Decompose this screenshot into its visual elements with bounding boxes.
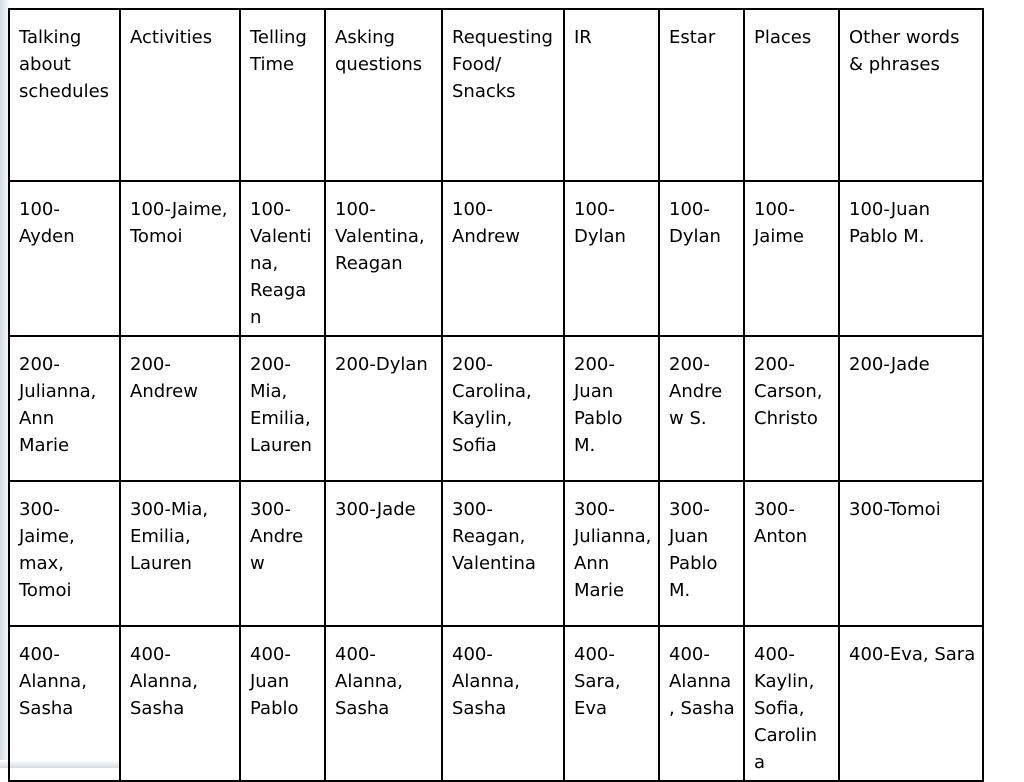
header-cell: Estar <box>659 9 744 181</box>
table-cell: 300-Tomoi <box>839 481 983 626</box>
table-cell: 400- Juan Pablo <box>240 626 325 781</box>
table-cell: 200-Jade <box>839 336 983 481</box>
header-cell: Telling Time <box>240 9 325 181</box>
header-cell: Talking about schedules <box>9 9 120 181</box>
table-row <box>9 336 983 481</box>
table-cell: 100- Ayden <box>9 181 120 336</box>
table-cell: 300- Andre w <box>240 481 325 626</box>
table-cell: 100-Jaime, Tomoi <box>120 181 240 336</box>
table-cell: 100- Valenti na, Reaga n <box>240 181 325 336</box>
table-cell: 200- Carolina, Kaylin, Sofia <box>442 336 564 481</box>
header-cell: Requesting Food/ Snacks <box>442 9 564 181</box>
table-cell: 100- Dylan <box>564 181 659 336</box>
table-cell: 200- Andre w S. <box>659 336 744 481</box>
table-cell: 300- Anton <box>744 481 839 626</box>
table-cell: 300- Juan Pablo M. <box>659 481 744 626</box>
table-cell: 200- Juan Pablo M. <box>564 336 659 481</box>
table-row <box>9 481 983 626</box>
table-row <box>9 626 983 781</box>
table-cell: 400- Alanna, Sasha <box>9 626 120 781</box>
table-cell: 100- Valentina, Reagan <box>325 181 442 336</box>
header-cell: Asking questions <box>325 9 442 181</box>
header-cell: IR <box>564 9 659 181</box>
table-cell: 100-Juan Pablo M. <box>839 181 983 336</box>
table-cell: 200- Mia, Emilia, Lauren <box>240 336 325 481</box>
header-cell: Places <box>744 9 839 181</box>
table-cell: 100- Dylan <box>659 181 744 336</box>
table-cell: 400-Eva, Sara <box>839 626 983 781</box>
table-cell: 400- Alanna, Sasha <box>120 626 240 781</box>
header-row <box>9 9 983 181</box>
table-cell: 400- Alanna, Sasha <box>325 626 442 781</box>
table-cell: 400- Alanna , Sasha <box>659 626 744 781</box>
header-cell: Activities <box>120 9 240 181</box>
table-cell: 200- Carson, Christo <box>744 336 839 481</box>
table-cell: 100- Andrew <box>442 181 564 336</box>
table-cell: 300-Mia, Emilia, Lauren <box>120 481 240 626</box>
table-cell: 400- Sara, Eva <box>564 626 659 781</box>
table-cell: 300- Reagan, Valentina <box>442 481 564 626</box>
table-cell: 200- Andrew <box>120 336 240 481</box>
table-cell: 400- Kaylin, Sofia, Carolin a <box>744 626 839 781</box>
table-cell: 400- Alanna, Sasha <box>442 626 564 781</box>
table-row <box>9 181 983 336</box>
table-cell: 300-Jade <box>325 481 442 626</box>
table-cell: 200- Julianna, Ann Marie <box>9 336 120 481</box>
table-cell: 200-Dylan <box>325 336 442 481</box>
jeopardy-assignment-table <box>8 8 984 782</box>
table-cell: 300- Jaime, max, Tomoi <box>9 481 120 626</box>
table-cell: 300- Julianna, Ann Marie <box>564 481 659 626</box>
header-cell: Other words & phrases <box>839 9 983 181</box>
table-cell: 100- Jaime <box>744 181 839 336</box>
